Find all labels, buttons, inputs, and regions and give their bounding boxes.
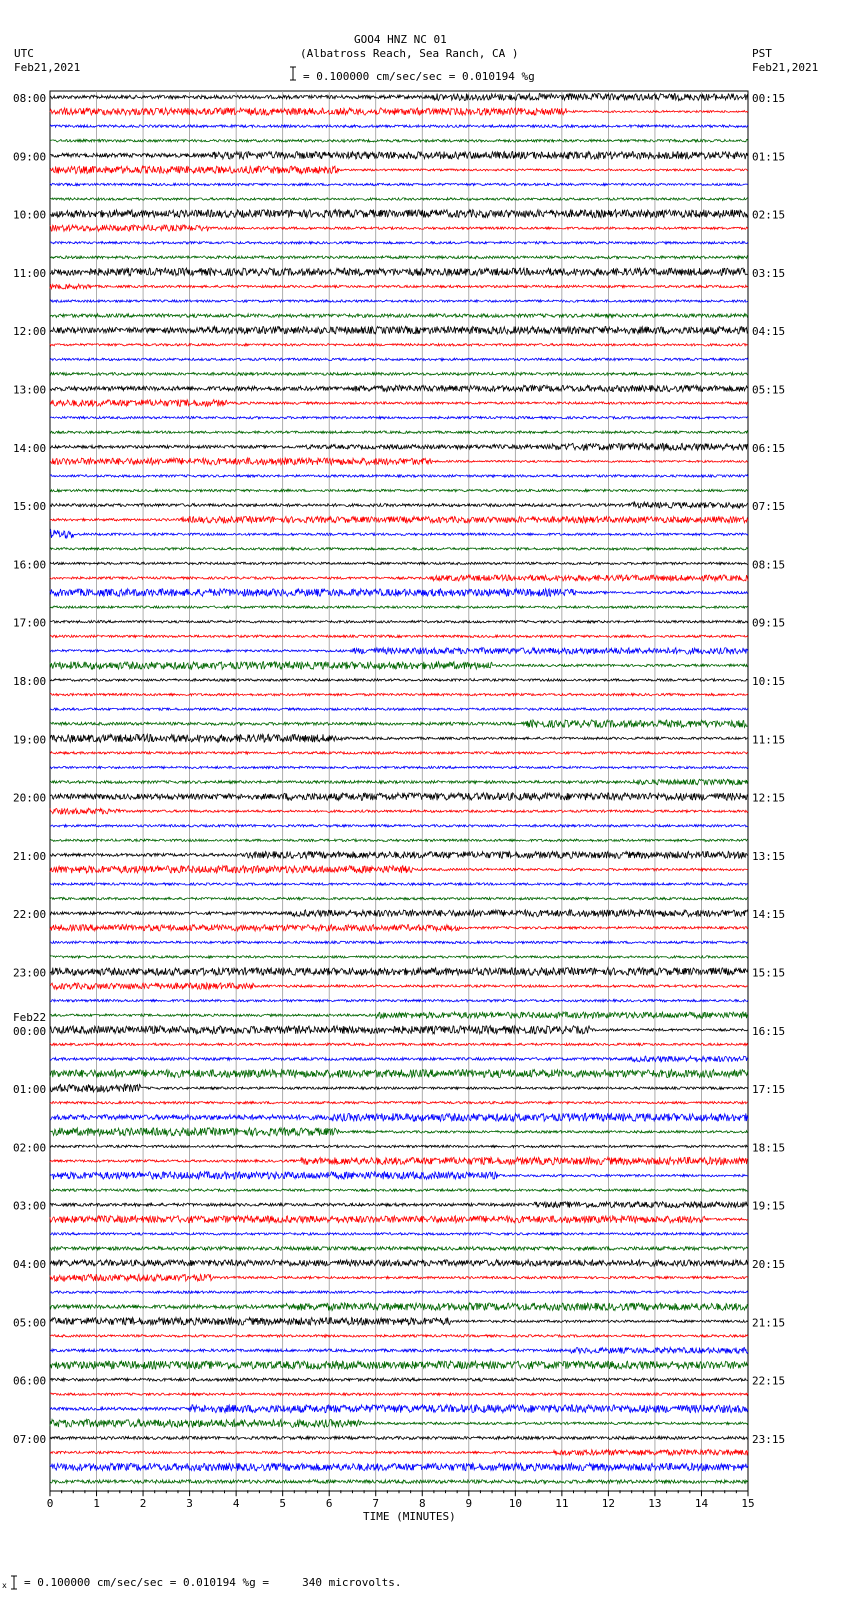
utc-hour-label: 23:00 <box>13 966 47 980</box>
trace-line <box>50 373 748 376</box>
trace-line <box>50 648 748 654</box>
trace-line <box>50 708 748 710</box>
trace-line <box>50 635 748 637</box>
pst-hour-label: 15:15 <box>752 966 786 980</box>
utc-hour-label: 10:00 <box>13 208 47 222</box>
pst-hour-label: 22:15 <box>752 1374 786 1388</box>
utc-hour-label: 01:00 <box>13 1083 47 1097</box>
trace-line <box>50 94 748 101</box>
x-tick-label: 4 <box>232 1497 240 1511</box>
trace-line <box>50 108 748 115</box>
trace-line <box>50 1291 748 1293</box>
right-date: Feb21,2021 <box>752 61 819 74</box>
trace-line <box>50 808 748 814</box>
pst-hour-label: 21:15 <box>752 1316 786 1330</box>
utc-hour-label: 00:00 <box>13 1024 47 1038</box>
pst-hour-label: 13:15 <box>752 849 786 863</box>
footer-scale-text: = 0.100000 cm/sec/sec = 0.010194 %g = 340 microvolts. <box>24 1576 402 1589</box>
trace-line <box>50 183 748 185</box>
trace-line <box>50 198 748 200</box>
utc-hour-label: 02:00 <box>13 1141 47 1155</box>
trace-line <box>50 589 748 597</box>
trace-line <box>50 548 748 550</box>
left-date: Feb21,2021 <box>14 61 81 74</box>
left-timezone: UTC <box>14 47 34 60</box>
trace-line <box>50 268 748 276</box>
utc-hour-label: 18:00 <box>13 675 47 688</box>
trace-line <box>50 1303 748 1311</box>
trace-line <box>50 910 748 917</box>
utc-hour-label: 17:00 <box>13 616 47 630</box>
trace-line <box>50 1043 748 1045</box>
trace-line <box>50 983 748 989</box>
trace-line <box>50 720 748 728</box>
trace-line <box>50 1378 748 1381</box>
trace-line <box>50 793 748 801</box>
trace-line <box>50 344 748 346</box>
trace-line <box>50 1405 748 1413</box>
utc-hour-label: 04:00 <box>13 1258 47 1271</box>
footer-marker-icon: x <box>2 1581 7 1590</box>
utc-hour-label: 13:00 <box>13 383 47 397</box>
trace-line <box>50 575 748 581</box>
trace-line <box>50 489 748 491</box>
trace-line <box>50 1012 748 1018</box>
x-tick-label: 1 <box>93 1497 100 1511</box>
utc-hour-label: 03:00 <box>13 1199 47 1213</box>
trace-line <box>50 897 748 899</box>
trace-line <box>50 693 748 695</box>
pst-hour-label: 11:15 <box>752 733 786 747</box>
trace-line <box>50 443 748 450</box>
trace-line <box>50 1128 748 1136</box>
utc-hour-label: 19:00 <box>13 733 47 747</box>
pst-hour-labels <box>752 92 785 1446</box>
utc-hour-label: 20:00 <box>13 791 47 805</box>
trace-line <box>50 825 748 827</box>
x-tick-label: 11 <box>555 1497 569 1511</box>
utc-hour-label: 11:00 <box>13 266 47 280</box>
trace-line <box>50 606 748 608</box>
x-tick-label: 10 <box>508 1497 522 1511</box>
trace-line <box>50 752 748 754</box>
pst-hour-label: 03:15 <box>752 266 786 280</box>
utc-hour-label: 16:00 <box>13 558 47 572</box>
trace-line <box>50 475 748 477</box>
x-tick-label: 2 <box>139 1497 147 1511</box>
trace-line <box>50 1348 748 1354</box>
right-timezone: PST <box>752 47 772 60</box>
trace-line <box>50 1157 748 1165</box>
trace-line <box>50 314 748 318</box>
utc-hour-label: 05:00 <box>13 1316 47 1330</box>
trace-line <box>50 562 748 564</box>
trace-line <box>50 1084 748 1092</box>
utc-hour-label: 07:00 <box>13 1432 47 1446</box>
trace-line <box>50 839 748 841</box>
pst-hour-label: 06:15 <box>752 441 786 455</box>
station-location: (Albatross Reach, Sea Ranch, CA ) <box>300 47 519 60</box>
trace-line <box>50 1335 748 1337</box>
trace-line <box>50 1102 748 1104</box>
x-tick-label: 0 <box>46 1497 54 1511</box>
pst-hour-label: 00:15 <box>752 92 786 105</box>
x-tick-label: 5 <box>279 1497 286 1511</box>
trace-line <box>50 1113 748 1121</box>
pst-hour-label: 23:15 <box>752 1432 786 1446</box>
trace-line <box>50 1361 748 1369</box>
trace-line <box>50 530 748 538</box>
trace-line <box>50 417 748 419</box>
pst-hour-label: 20:15 <box>752 1258 786 1271</box>
trace-line <box>50 1026 748 1034</box>
pst-hour-label: 19:15 <box>752 1199 786 1213</box>
trace-line <box>50 851 748 858</box>
utc-hour-label: 08:00 <box>13 92 47 105</box>
trace-line <box>50 1274 748 1281</box>
trace-line <box>50 1172 748 1180</box>
date-change-label: Feb22 <box>13 1011 47 1024</box>
utc-hour-label: 06:00 <box>13 1374 47 1388</box>
trace-line <box>50 1000 748 1002</box>
trace-line <box>50 1480 748 1484</box>
pst-hour-label: 05:15 <box>752 383 786 397</box>
trace-line <box>50 1463 748 1471</box>
pst-hour-label: 02:15 <box>752 208 786 222</box>
utc-hour-label: 22:00 <box>13 908 47 922</box>
trace-line <box>50 326 748 334</box>
trace-line <box>50 1260 748 1266</box>
utc-hour-label: 14:00 <box>13 441 47 455</box>
x-tick-label: 15 <box>741 1497 755 1511</box>
trace-line <box>50 621 748 623</box>
station-title: GOO4 HNZ NC 01 <box>354 33 447 46</box>
trace-line <box>50 1189 748 1191</box>
pst-hour-label: 17:15 <box>752 1083 786 1097</box>
x-axis-label: TIME (MINUTES) <box>363 1510 456 1523</box>
trace-line <box>50 866 748 874</box>
pst-hour-label: 04:15 <box>752 325 786 339</box>
trace-line <box>50 1436 748 1439</box>
utc-hour-label: 09:00 <box>13 150 47 164</box>
x-tick-label: 9 <box>465 1497 473 1511</box>
trace-line <box>50 734 748 742</box>
trace-line <box>50 400 748 407</box>
trace-line <box>50 139 748 142</box>
trace-line <box>50 125 748 128</box>
pst-hour-label: 08:15 <box>752 558 786 572</box>
utc-hour-label: 15:00 <box>13 500 47 514</box>
pst-hour-label: 09:15 <box>752 616 786 630</box>
x-tick-label: 14 <box>694 1497 709 1511</box>
trace-line <box>50 1233 748 1235</box>
scale-text: = 0.100000 cm/sec/sec = 0.010194 %g <box>303 70 535 83</box>
trace-line <box>50 1393 748 1395</box>
trace-line <box>50 1216 748 1223</box>
pst-hour-label: 10:15 <box>752 675 786 688</box>
trace-line <box>50 1247 748 1251</box>
trace-line <box>50 1145 748 1147</box>
trace-line <box>50 284 748 289</box>
trace-line <box>50 941 748 943</box>
x-tick-label: 3 <box>186 1497 193 1511</box>
trace-line <box>50 1450 748 1456</box>
pst-hour-label: 18:15 <box>752 1141 786 1155</box>
trace-line <box>50 458 748 465</box>
utc-hour-label: 12:00 <box>13 325 47 339</box>
x-axis-ticks <box>47 1490 755 1510</box>
utc-hour-labels <box>13 92 46 1446</box>
pst-hour-label: 14:15 <box>752 908 786 922</box>
trace-line <box>50 242 748 244</box>
trace-line <box>50 1318 748 1326</box>
trace-line <box>50 679 748 681</box>
trace-line <box>50 431 748 433</box>
trace-line <box>50 256 748 259</box>
trace-line <box>50 1056 748 1062</box>
pst-hour-label: 07:15 <box>752 500 786 514</box>
x-tick-label: 8 <box>418 1497 426 1511</box>
trace-line <box>50 1070 748 1078</box>
trace-line <box>50 662 748 670</box>
x-tick-label: 12 <box>601 1497 616 1511</box>
x-tick-label: 13 <box>648 1497 662 1511</box>
trace-line <box>50 166 748 174</box>
trace-line <box>50 358 748 360</box>
seismic-traces <box>50 94 748 1484</box>
trace-line <box>50 225 748 231</box>
trace-line <box>50 517 748 523</box>
x-tick-label: 6 <box>325 1497 333 1511</box>
trace-line <box>50 766 748 768</box>
pst-hour-label: 01:15 <box>752 150 786 164</box>
utc-hour-label: 21:00 <box>13 849 47 863</box>
pst-hour-label: 12:15 <box>752 791 786 805</box>
trace-line <box>50 956 748 958</box>
trace-line <box>50 300 748 302</box>
trace-line <box>50 925 748 931</box>
x-tick-label: 7 <box>372 1497 380 1511</box>
trace-line <box>50 385 748 391</box>
trace-line <box>50 502 748 508</box>
trace-line <box>50 210 748 218</box>
trace-line <box>50 883 748 885</box>
trace-line <box>50 152 748 160</box>
pst-hour-label: 16:15 <box>752 1024 786 1038</box>
trace-line <box>50 968 748 976</box>
trace-line <box>50 1419 748 1427</box>
trace-line <box>50 779 748 785</box>
trace-line <box>50 1202 748 1208</box>
